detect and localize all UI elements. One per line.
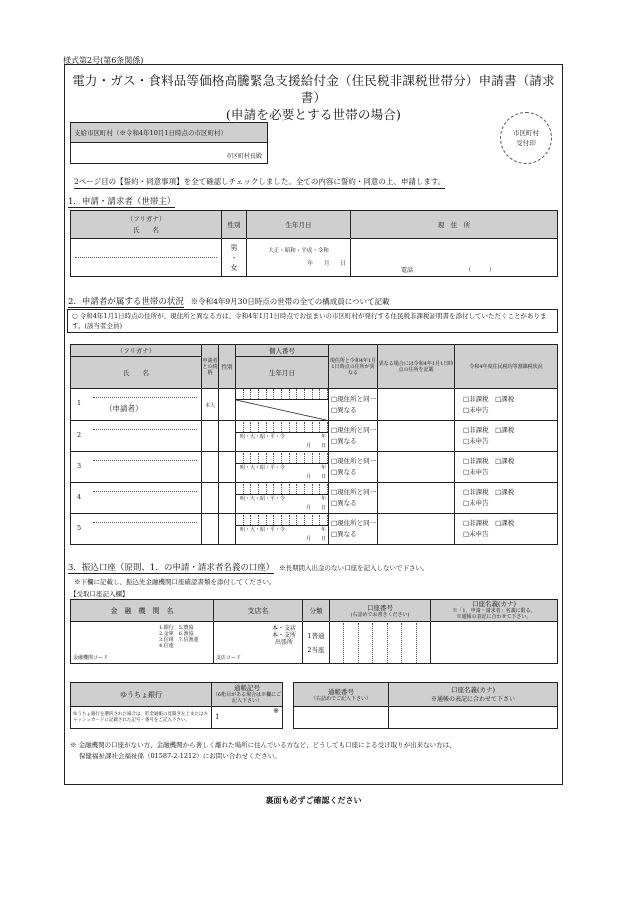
nontax-checkbox[interactable]: □非課税: [463, 426, 489, 434]
year-label: 年: [320, 433, 326, 440]
era-options: 明・大・昭・平・令: [240, 526, 286, 533]
hh-sex-field[interactable]: [219, 389, 236, 421]
footnote-line-2: 保健福祉課社会福祉係（01587-2-1212）にお問い合わせください。: [79, 752, 281, 760]
kigou-prefix: 1: [215, 713, 220, 721]
account-box-label: 【受取口座記入欄】: [70, 590, 129, 598]
yucho-header: ゆうちょ銀行: [71, 683, 212, 707]
kigou-label: 通帳記号: [234, 684, 260, 692]
hh-mynumber-dob-field[interactable]: [236, 452, 329, 483]
tel-paren: （ ）: [464, 267, 495, 274]
taxed-checkbox[interactable]: □課税: [495, 426, 515, 434]
hh-relation-field[interactable]: [202, 514, 219, 545]
kigou-header: [212, 683, 283, 707]
female-option[interactable]: 女: [230, 263, 238, 272]
applicant-table: [70, 210, 558, 277]
md-label: 月 日: [305, 473, 326, 480]
year-label: 年: [320, 464, 326, 471]
household-row: [71, 452, 558, 483]
household-row: [71, 514, 558, 545]
sex-separator: ・: [230, 253, 238, 262]
kigou-sub: （6桁目がある場合は※欄にご記入下さい）: [212, 692, 282, 704]
self-label: （申請者）: [105, 404, 143, 413]
household-row: [71, 483, 558, 514]
hh-sex-header: 性別: [219, 345, 236, 389]
section-3-title: 3．振込口座: [68, 563, 116, 573]
tsucho-header: [294, 683, 389, 707]
household-row: [71, 421, 558, 452]
hh-sex-field[interactable]: [219, 514, 236, 545]
diff-address-checkbox[interactable]: □異なる: [331, 437, 357, 445]
unfiled-checkbox[interactable]: □未申告: [463, 499, 489, 507]
section-2-notice: ○ 令和4年1月1日時点の住所が、現住所と異なる方は、令和4年1月1日時点でお住まいの市区町村が発行する住民税非課税証明書を添付していただくことがあります。(該当者全員): [67, 309, 558, 333]
applicant-sex-field[interactable]: [222, 239, 247, 277]
form-title: [64, 72, 563, 123]
branch-code-label: 支店コード: [216, 655, 242, 661]
applicant-dob-field[interactable]: [247, 239, 351, 277]
hh-mynumber-dob-field[interactable]: [236, 514, 329, 545]
hh-tax-field[interactable]: [455, 389, 558, 421]
hh-relation-field[interactable]: [202, 389, 219, 421]
hh-relation-header: 申請者との続柄: [202, 345, 219, 389]
holder-sub-1: ※「1．申請・請求者」名義に限る。: [452, 608, 536, 614]
hh-addr-q-field[interactable]: [329, 421, 378, 452]
unfiled-checkbox[interactable]: □未申告: [463, 437, 489, 445]
yucho-note: ゆうちょ銀行を選択された場合は、貯金通帳の見開き左上またはキャッシュカードに記載された記号・番号をご記入下さい。: [71, 707, 212, 729]
household-row: [71, 389, 558, 421]
type-field[interactable]: [303, 622, 330, 664]
hh-relation-field[interactable]: [202, 421, 219, 452]
hh-kana-header: （フリガナ）: [71, 345, 202, 357]
hh-name-field[interactable]: [71, 452, 202, 483]
bank-name-field[interactable]: [71, 622, 214, 664]
bank-account-table: [70, 599, 558, 664]
row-number: 1: [77, 399, 82, 407]
bank-name-header: 金 融 機 関 名: [71, 600, 214, 622]
same-address-checkbox[interactable]: □現住所と同一: [331, 457, 377, 465]
row-number: 2: [77, 431, 82, 439]
era-options: 明・大・昭・平・令: [240, 495, 286, 502]
taxed-checkbox[interactable]: □課税: [495, 457, 515, 465]
same-address-checkbox[interactable]: □現住所と同一: [331, 426, 377, 434]
hh-addr-q-field[interactable]: [329, 483, 378, 514]
taxed-checkbox[interactable]: □課税: [495, 488, 515, 496]
hh-addr-q-field[interactable]: [329, 514, 378, 545]
taxed-checkbox[interactable]: □課税: [495, 519, 515, 527]
hh-sex-field[interactable]: [219, 483, 236, 514]
sex-header: 性別: [222, 211, 247, 239]
yucho-holder-label: 口座名義(カナ): [450, 685, 496, 694]
acct-no-sub: (右詰めでお書きください): [350, 611, 410, 618]
section-1-heading: [68, 195, 175, 207]
section-1-title: 1．申請・請求者（世帯主）: [68, 197, 176, 207]
hh-tax-field[interactable]: [455, 514, 558, 545]
era-options: 大正・昭和・平成・令和: [268, 247, 329, 254]
year-label: 年: [320, 526, 326, 533]
futsu-option[interactable]: 1普通: [307, 631, 325, 640]
hh-mynumber-dob-field[interactable]: [236, 421, 329, 452]
yucho-holder-sub: ※通帳の表記に合わせて下さい: [430, 695, 515, 703]
row-number: 4: [77, 493, 82, 501]
dob-strike: [236, 400, 326, 420]
hh-mynumber-dob-field[interactable]: [236, 483, 329, 514]
applicant-name-field[interactable]: [71, 239, 222, 277]
hh-name-field[interactable]: [71, 421, 202, 452]
stamp-label-2: 受付印: [516, 139, 536, 147]
era-options: 明・大・昭・平・令: [240, 464, 286, 471]
nontax-checkbox[interactable]: □非課税: [463, 394, 489, 403]
reverse-side-note: 裏面も必ずご確認ください: [265, 795, 362, 805]
hh-name-field[interactable]: [71, 483, 202, 514]
hh-sex-field[interactable]: [219, 452, 236, 483]
hh-addr-diff-field[interactable]: [378, 514, 455, 545]
section-2-heading: [68, 295, 390, 307]
tel-label: 電話: [401, 267, 414, 274]
row-number: 5: [77, 524, 82, 532]
section-2-note: ※令和4年9月30日時点の世帯の全ての構成員について記載: [190, 297, 390, 306]
hh-tax-field[interactable]: [455, 483, 558, 514]
footnote-line-1: ※ 金融機関の口座がない方、金融機関から著しく離れた場所に住んでいる方など、どうしても口座による受け取りが出来ない方は、: [70, 741, 456, 749]
hh-addr-q-field[interactable]: [329, 389, 378, 421]
nontax-checkbox[interactable]: □非課税: [463, 488, 489, 496]
taxed-checkbox[interactable]: □課税: [495, 394, 515, 403]
diff-address-checkbox[interactable]: □異なる: [331, 405, 357, 414]
hh-tax-field[interactable]: [455, 421, 558, 452]
branch-type-options: 本・支店 本・支所 出張所: [271, 625, 296, 646]
hh-sex-field[interactable]: [219, 421, 236, 452]
stamp-label-1: 市区町村: [513, 129, 539, 137]
hh-addr-diff-field[interactable]: [378, 452, 455, 483]
dob-ymd: 年 月 日: [307, 260, 346, 267]
holder-field[interactable]: [431, 622, 558, 664]
era-options: 明・大・昭・平・令: [240, 433, 286, 440]
kigou-field[interactable]: [212, 707, 283, 729]
hh-dob-header: 生年月日: [236, 357, 329, 389]
municipality-footer: 市区町村長殿: [225, 153, 262, 160]
section-3-instruction: ※下欄に記載し、振込先金融機関口座確認書類を添付してください。: [74, 578, 276, 586]
nontax-checkbox[interactable]: □非課税: [463, 457, 489, 465]
row-number: 3: [77, 462, 82, 470]
hh-tax-field[interactable]: [455, 452, 558, 483]
municipality-header: 支給市区町村（※令和4年10月1日時点の市区町村）: [71, 123, 267, 143]
hh-mynumber-dob-field[interactable]: [236, 389, 329, 421]
diff-address-checkbox[interactable]: □異なる: [331, 499, 357, 507]
hh-addr-q-field[interactable]: [329, 452, 378, 483]
bank-type-options: 1.銀行 5.農協 2.金庫 6.漁協 3.信組 7.信漁連 4.信連: [159, 625, 199, 649]
dob-header: 生年月日: [247, 211, 351, 239]
hh-tax-header: 令和4年度住民税均等割課税状況: [455, 345, 558, 389]
hh-relation-field[interactable]: [202, 483, 219, 514]
kigou-mark: ※: [273, 707, 279, 715]
form-number: 様式第2号(第6条関係): [63, 56, 144, 65]
yucho-table: [70, 682, 558, 729]
kana-name-header: [71, 211, 222, 239]
acct-no-field[interactable]: [330, 622, 431, 664]
same-address-checkbox[interactable]: □現住所と同一: [331, 394, 377, 403]
kana-label: （フリガナ）: [126, 214, 166, 223]
title-line-1: 電力・ガス・食料品等価格高騰緊急支援給付金（住民税非課税世帯分）申請書（請求書）: [72, 73, 555, 105]
md-label: 月 日: [305, 535, 326, 542]
hh-addr-diff-field[interactable]: [378, 389, 455, 421]
section-3-subtitle: （原則、1．の申請・請求者名義の口座）: [115, 563, 275, 573]
holder-header: [431, 600, 558, 622]
year-label: 年: [320, 495, 326, 502]
reception-stamp-area: [500, 112, 552, 164]
male-option[interactable]: 男: [230, 243, 238, 252]
unfiled-checkbox[interactable]: □未申告: [463, 530, 489, 538]
branch-header: 支店名: [214, 600, 303, 622]
hh-name-field[interactable]: [71, 514, 202, 545]
section-3-heading: [68, 561, 429, 573]
hh-name-field[interactable]: [71, 389, 202, 421]
md-label: 月 日: [305, 504, 326, 511]
hh-relation-field[interactable]: [202, 452, 219, 483]
title-line-2: (申請を必要とする世帯の場合): [225, 107, 402, 122]
hh-name-header: 氏 名: [71, 357, 202, 389]
same-address-checkbox[interactable]: □現住所と同一: [331, 488, 377, 496]
toza-option[interactable]: 2当座: [307, 645, 325, 654]
tsucho-field[interactable]: [294, 707, 389, 729]
type-header: 分類: [303, 600, 330, 622]
hh-addr-q-header: 現住所と令和4年1月1日時点の住所が異なる: [329, 345, 378, 389]
yucho-holder-field[interactable]: [389, 707, 558, 729]
municipality-box[interactable]: [70, 122, 268, 164]
self-relation: 本人: [204, 402, 215, 409]
yucho-holder-header: [389, 683, 558, 707]
holder-label: 口座名義(カナ): [471, 600, 517, 608]
section-2-title: 2．申請者が属する世帯の状況: [68, 297, 184, 307]
nontax-checkbox[interactable]: □非課税: [463, 519, 489, 527]
address-header: 現 住 所: [351, 211, 558, 239]
hh-addr-diff-header: 異なる場合には令和4年1月1日時点の住所を記載: [378, 345, 455, 389]
bank-code-label: 金融機関コード: [73, 655, 109, 661]
household-table: [70, 344, 558, 545]
diff-address-checkbox[interactable]: □異なる: [331, 468, 357, 476]
same-address-checkbox[interactable]: □現住所と同一: [331, 519, 377, 527]
applicant-address-field[interactable]: [351, 239, 558, 277]
acct-no-header: [330, 600, 431, 622]
household-rows: [71, 389, 558, 545]
holder-sub-2: ※通帳の表記に合わせて下さい。: [456, 614, 532, 620]
diff-address-checkbox[interactable]: □異なる: [331, 530, 357, 538]
tsucho-label: 通帳番号: [328, 687, 354, 696]
name-label: 氏 名: [133, 225, 159, 234]
section-3-note: ※長期間入出金のない口座を記入しないで下さい。: [279, 564, 429, 572]
confirmation-statement: 2ページ目の【誓約・同意事項】を全て確認しチェックしました。全ての内容に誓約・同意の上、申請します。: [74, 176, 445, 189]
acct-no-label: 口座番号: [367, 603, 393, 612]
unfiled-checkbox[interactable]: □未申告: [463, 468, 489, 476]
hh-addr-diff-field[interactable]: [378, 483, 455, 514]
unfiled-checkbox[interactable]: □未申告: [463, 405, 489, 414]
footnote: [70, 740, 456, 762]
hh-addr-diff-field[interactable]: [378, 421, 455, 452]
md-label: 月 日: [305, 442, 326, 449]
tsucho-sub: （右詰めでご記入下さい）: [310, 695, 371, 702]
branch-field[interactable]: [214, 622, 303, 664]
hh-mynumber-header: 個人番号: [236, 345, 329, 357]
